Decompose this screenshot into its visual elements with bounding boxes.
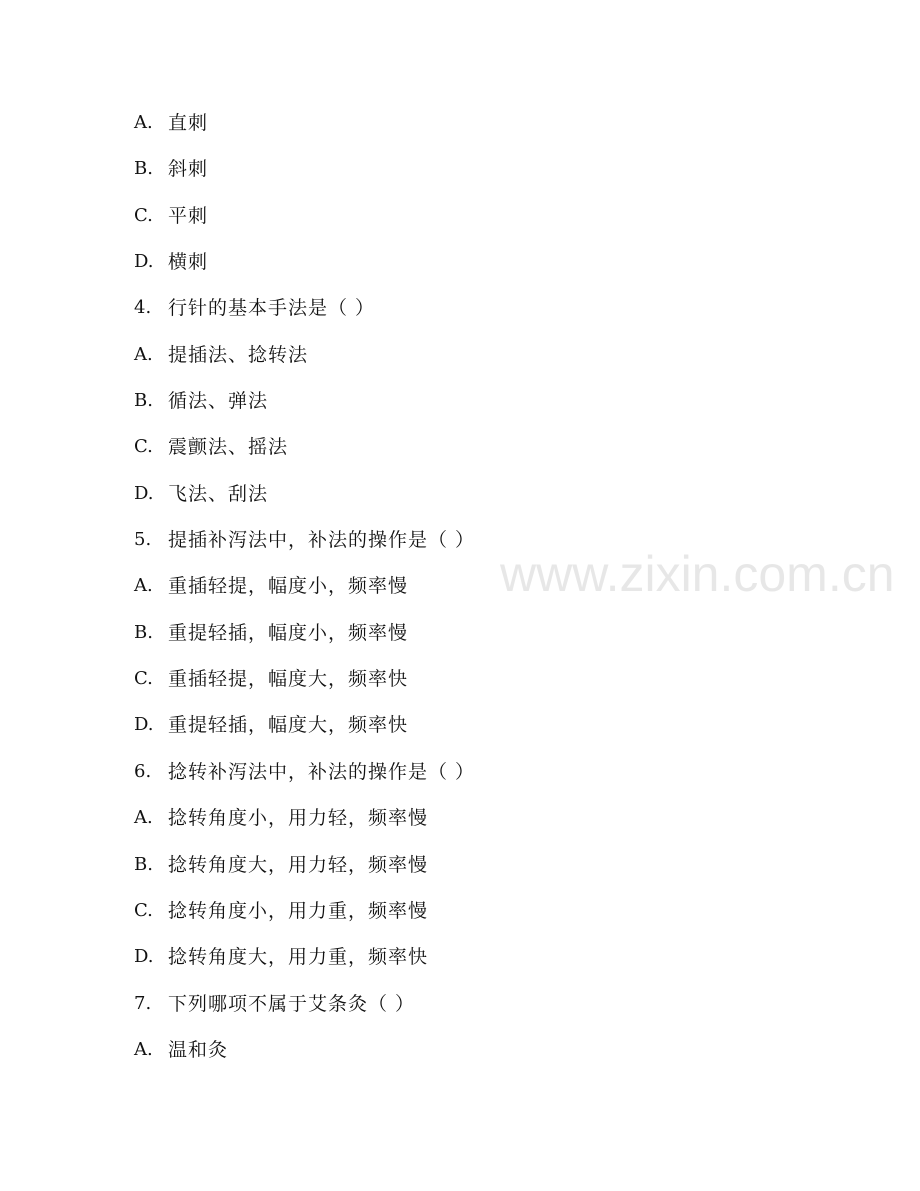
option-line <box>134 710 834 756</box>
option-line <box>134 154 834 200</box>
line-marker: D. <box>134 482 154 504</box>
line-marker: D. <box>134 251 154 273</box>
option-line <box>134 896 834 942</box>
line-marker: C. <box>134 899 153 921</box>
line-text: 捻转角度小，用力轻，频率慢 <box>168 807 429 830</box>
option-line <box>134 850 834 896</box>
line-text: 飞法、刮法 <box>168 482 269 505</box>
option-line <box>134 108 834 154</box>
question-line <box>134 293 834 339</box>
option-line <box>134 1035 834 1081</box>
line-marker: D. <box>134 714 154 736</box>
line-text: 重提轻插，幅度大，频率快 <box>168 714 409 737</box>
line-text: 下列哪项不属于艾条灸（ ） <box>168 992 416 1015</box>
question-list <box>134 108 834 1081</box>
line-marker: A. <box>134 1038 153 1060</box>
line-text: 平刺 <box>168 204 209 227</box>
question-line <box>134 989 834 1035</box>
line-marker: A. <box>134 807 153 829</box>
option-line <box>134 571 834 617</box>
line-marker: C. <box>134 668 153 690</box>
option-line <box>134 664 834 710</box>
line-text: 捻转角度大，用力重，频率快 <box>168 946 429 969</box>
option-line <box>134 340 834 386</box>
line-text: 重插轻提，幅度小，频率慢 <box>168 575 409 598</box>
line-marker: A. <box>134 343 153 365</box>
line-text: 直刺 <box>168 112 209 134</box>
line-marker: 5. <box>134 529 152 551</box>
line-marker: B. <box>134 390 153 412</box>
line-text: 温和灸 <box>168 1038 229 1061</box>
question-line <box>134 757 834 803</box>
line-marker: A. <box>134 575 153 597</box>
line-text: 提插补泻法中，补法的操作是（ ） <box>168 529 476 552</box>
option-line <box>134 479 834 525</box>
option-line <box>134 803 834 849</box>
line-text: 循法、弹法 <box>168 390 269 413</box>
line-marker: A. <box>134 112 153 133</box>
question-line <box>134 525 834 571</box>
option-line <box>134 432 834 478</box>
line-marker: B. <box>134 158 153 180</box>
line-marker: D. <box>134 946 154 968</box>
line-marker: 4. <box>134 297 152 319</box>
line-text: 震颤法、摇法 <box>168 436 289 459</box>
line-marker: B. <box>134 853 153 875</box>
line-text: 横刺 <box>168 251 209 274</box>
watermark: www.zixin.com.cn <box>500 546 895 602</box>
option-line <box>134 201 834 247</box>
line-text: 捻转补泻法中，补法的操作是（ ） <box>168 760 476 783</box>
line-marker: C. <box>134 204 153 226</box>
option-line <box>134 942 834 988</box>
line-text: 斜刺 <box>168 158 209 181</box>
line-text: 捻转角度大，用力轻，频率慢 <box>168 853 429 876</box>
option-line <box>134 618 834 664</box>
line-text: 重提轻插，幅度小，频率慢 <box>168 621 409 644</box>
option-line <box>134 247 834 293</box>
line-marker: B. <box>134 621 153 643</box>
line-marker: 7. <box>134 992 152 1014</box>
line-text: 行针的基本手法是（ ） <box>168 297 376 320</box>
line-text: 捻转角度小，用力重，频率慢 <box>168 899 429 922</box>
line-marker: 6. <box>134 760 152 782</box>
option-line <box>134 386 834 432</box>
line-text: 提插法、捻转法 <box>168 343 309 366</box>
line-marker: C. <box>134 436 153 458</box>
line-text: 重插轻提，幅度大，频率快 <box>168 668 409 691</box>
